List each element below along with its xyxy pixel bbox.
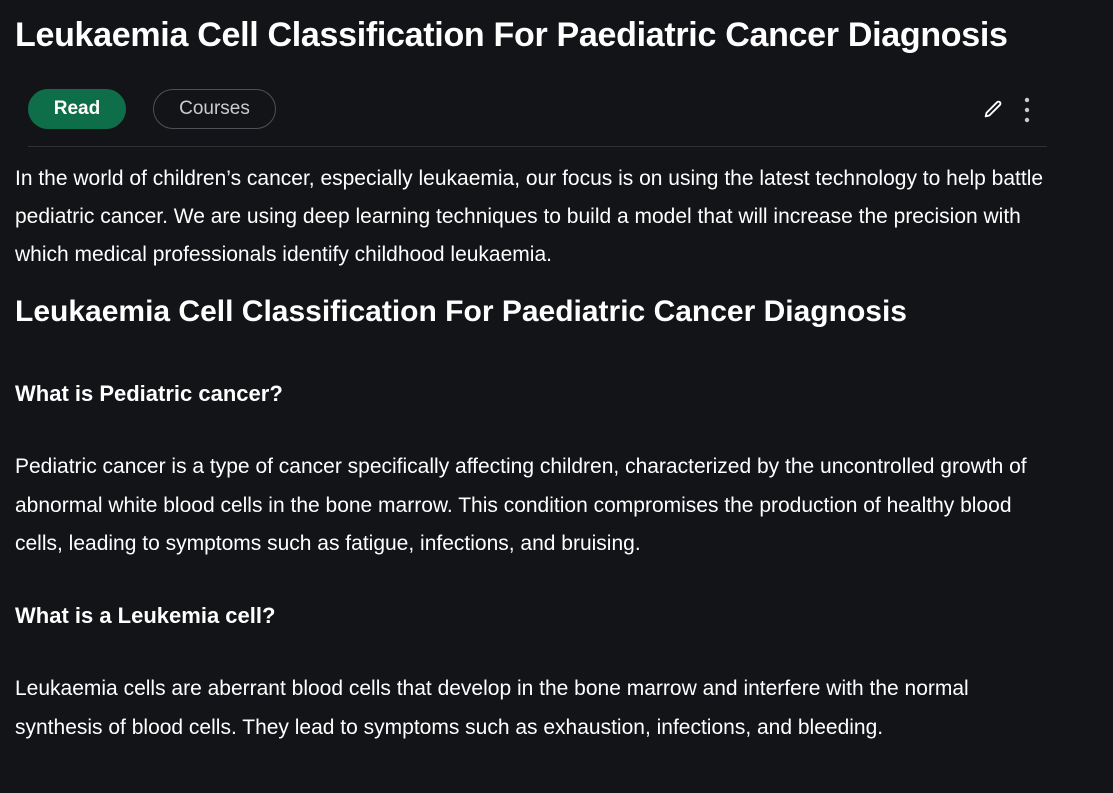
header-divider (28, 146, 1047, 147)
vertical-dots-icon[interactable] (1014, 96, 1040, 124)
page-title: Leukaemia Cell Classification For Paediatric Cancer Diagnosis (15, 16, 1008, 54)
tab-courses[interactable]: Courses (153, 89, 276, 129)
section-body-pediatric-cancer: Pediatric cancer is a type of cancer specifically affecting children, characterized by the uncontrolled growth of abnormal white blood cells in the bone marrow. This condition compromises the production of healthy blood cells, leading to symptoms such as fatigue, infections, and bruising. (15, 455, 1027, 555)
article-heading: Leukaemia Cell Classification For Paediatric Cancer Diagnosis (15, 295, 907, 328)
section-heading-leukemia-cell: What is a Leukemia cell? (15, 603, 276, 628)
intro-paragraph: In the world of children’s cancer, especially leukaemia, our focus is on using the latest technology to help battle pediatric cancer. We are using deep learning techniques to build a model that will increase the precision with which medical professionals identify childhood leukaemia. (15, 167, 1044, 266)
section-heading-pediatric-cancer: What is Pediatric cancer? (15, 381, 283, 406)
section-body-leukemia-cell: Leukaemia cells are aberrant blood cells that develop in the bone marrow and interfere with the normal synthesis of blood cells. They lead to symptoms such as exhaustion, infections, and bleeding. (15, 677, 969, 739)
tab-read[interactable]: Read (28, 89, 126, 129)
article-actions (980, 96, 1040, 124)
tab-bar (28, 89, 276, 129)
pencil-icon[interactable] (980, 96, 1006, 124)
